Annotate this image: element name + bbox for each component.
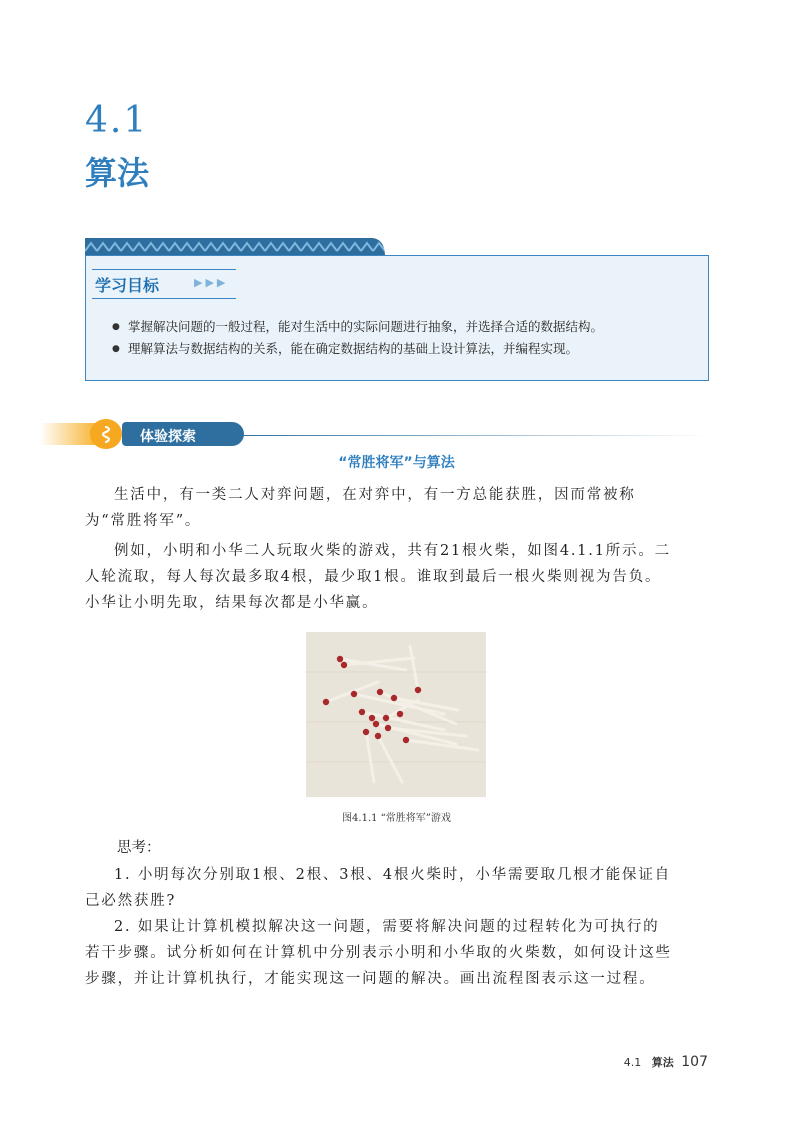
objectives-list (116, 316, 603, 360)
objective-item: ● 掌握解决问题的一般过程，能对生活中的实际问题进行抽象，并选择合适的数据结构。 (116, 316, 603, 338)
figure-caption: 图4.1.1 “常胜将军”游戏 (342, 813, 451, 824)
banner-label: 体验探索 (140, 429, 196, 445)
banner-rule (240, 435, 710, 436)
paragraph: 生活中，有一类二人对弈问题，在对弈中，有一方总能获胜，因而常被称为“常胜将军”。 (85, 487, 636, 529)
matches-photo (306, 632, 486, 797)
zigzag-stripe-decoration (85, 238, 385, 256)
footer-title: 算法 (651, 1056, 674, 1069)
explore-banner (40, 418, 710, 452)
matchsticks-illustration (306, 632, 486, 797)
triple-arrow-icon: ▶▶▶ (194, 276, 229, 289)
think-label: 思考： (117, 840, 161, 856)
objectives-heading-label: 学习目标 (95, 276, 160, 295)
page-number: 107 (681, 1054, 708, 1070)
footer-section: 4.1 (623, 1056, 642, 1069)
question: 1. 小明每次分别取1根、2根、3根、4根火柴时，小华需要取几根才能保证自己必然获胜? (85, 867, 671, 909)
question: 2. 如果让计算机模拟解决这一问题，需要将解决问题的过程转化为可执行的若干步骤。试分析如何在计算机中分别表示小明和小华取的火柴数，如何设计这些步骤，并让计算机执行，才能实现这一问题的解决。画出流程图表示这一过程。 (85, 919, 672, 987)
paragraph: 例如，小明和小华二人玩取火柴的游戏，共有21根火柴，如图4.1.1所示。二人轮流取，每人每次最多取4根，最少取1根。谁取到最后一根火柴则视为告负。小华让小明先取，结果每次都是小华赢。 (85, 543, 671, 611)
explore-subtitle: “常胜将军”与算法 (338, 455, 455, 471)
objective-item: ● 理解算法与数据结构的关系，能在确定数据结构的基础上设计算法，并编程实现。 (116, 338, 603, 360)
page-footer (624, 1054, 708, 1070)
spiral-icon (90, 419, 122, 449)
objectives-heading (92, 269, 236, 299)
objectives-box (85, 255, 709, 381)
section-number: 4.1 (85, 100, 149, 141)
objectives-panel (85, 238, 709, 381)
section-title: 算法 (85, 154, 150, 192)
